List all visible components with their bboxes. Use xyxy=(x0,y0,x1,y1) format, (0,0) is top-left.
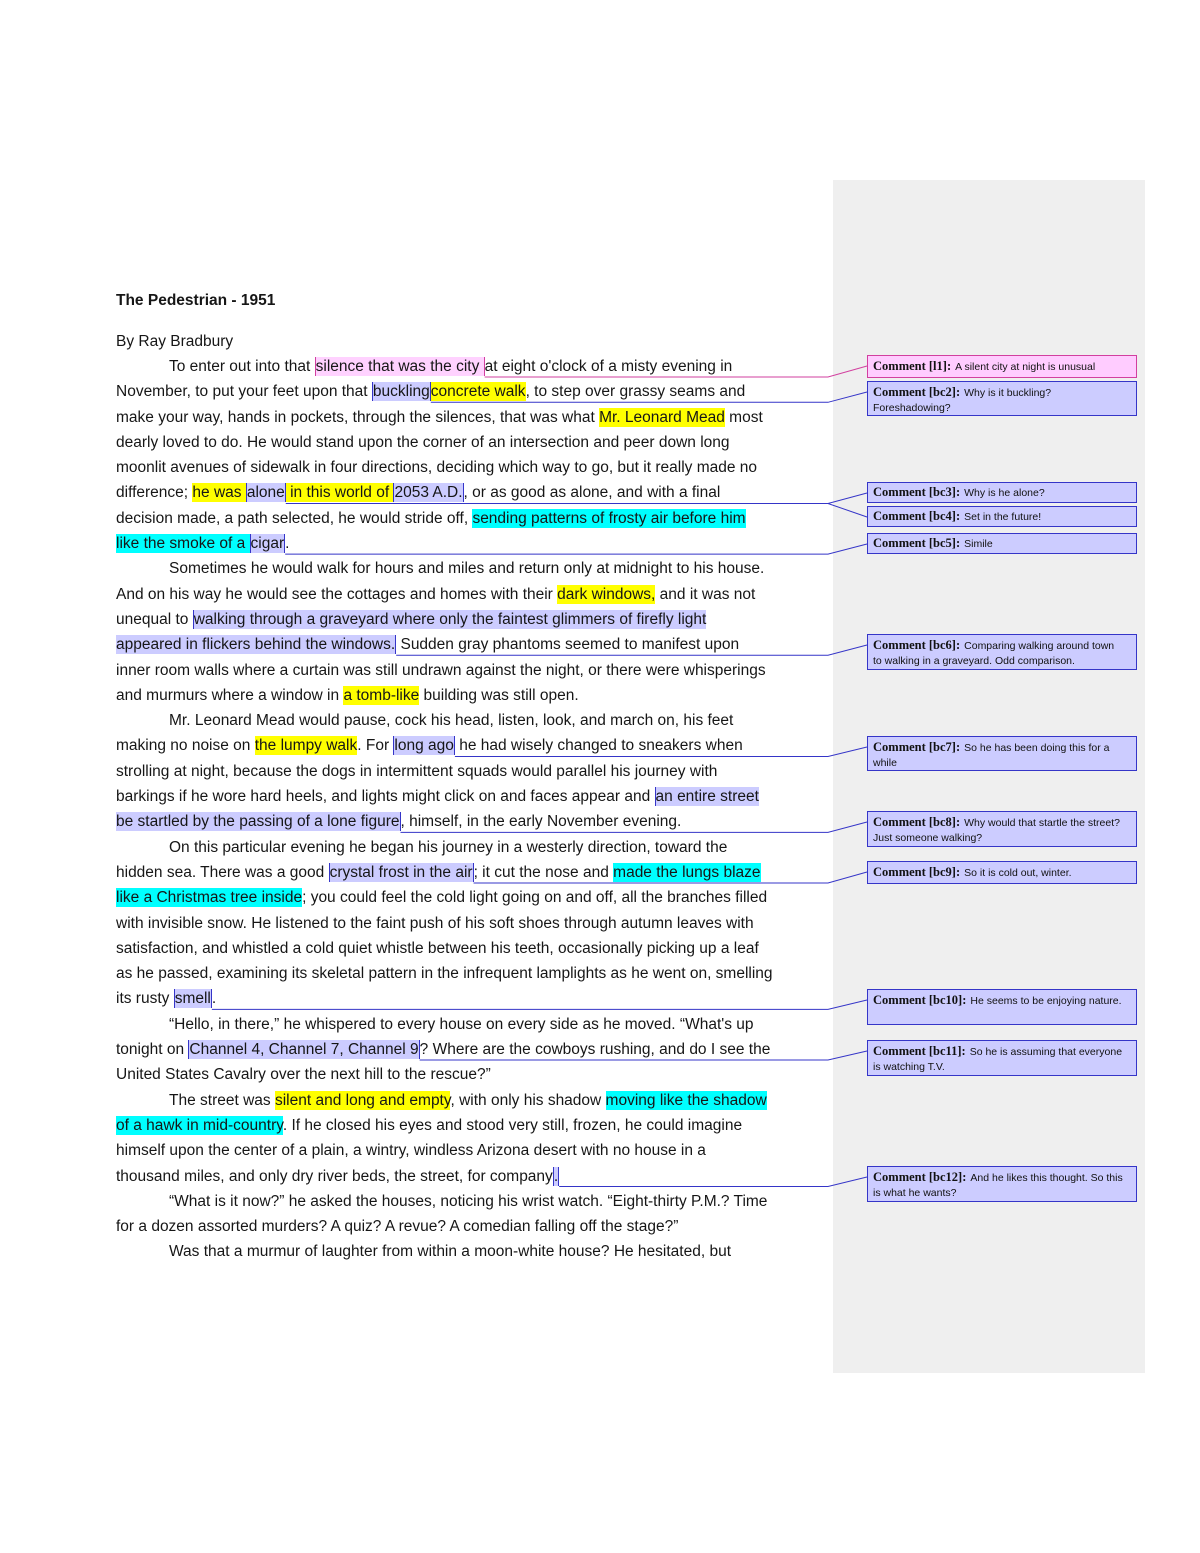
comment-label: Comment [bc4]: xyxy=(873,509,961,523)
text-line xyxy=(116,885,828,910)
document-title: The Pedestrian - 1951 xyxy=(116,292,276,309)
text-run: strolling at night, because the dogs in intermittent squads would parallel his journey with xyxy=(116,762,718,780)
highlight-cyan: like a Christmas tree inside xyxy=(116,889,303,907)
text-run: as he passed, examining its skeletal pattern in the infrequent lamplights as he went on, smelling xyxy=(116,965,773,983)
comment-anchor-bc7: long ago xyxy=(394,737,454,755)
comment-anchor-bc8: an entire street xyxy=(655,788,759,806)
story-text xyxy=(116,354,828,1265)
comment-balloon-bc12[interactable] xyxy=(867,1166,1137,1202)
text-run: November, to put your feet upon that xyxy=(116,383,372,401)
text-run: To enter out into that xyxy=(169,358,315,375)
comment-label: Comment [bc7]: xyxy=(873,740,961,754)
comment-text: So he is assuming that everyone is watching T.V. xyxy=(873,1046,1123,1073)
text-line xyxy=(116,1138,828,1163)
text-line xyxy=(116,531,828,556)
text-line xyxy=(116,556,828,581)
text-run: On this particular evening he began his journey in a westerly direction, toward the xyxy=(169,838,728,856)
text-run: most xyxy=(724,408,763,426)
text-run: “Hello, in there,” he whispered to every house on every side as he moved. “What's up xyxy=(169,1015,754,1033)
highlight-cyan: moving like the shadow xyxy=(605,1091,767,1109)
highlight-cyan: like the smoke of a xyxy=(116,535,250,553)
text-line xyxy=(116,455,828,480)
comment-text: He seems to be enjoying nature. xyxy=(970,995,1122,1007)
text-run: Sometimes he would walk for hours and miles and return only at midnight to his house. xyxy=(169,560,765,578)
highlight-yellow: the lumpy walk xyxy=(254,737,358,755)
comment-balloon-bc11[interactable] xyxy=(867,1040,1137,1076)
text-run: and it was not xyxy=(655,585,756,603)
comment-balloon-l1[interactable] xyxy=(867,355,1137,378)
highlight-yellow: dark windows, xyxy=(557,585,656,603)
comment-label: Comment [l1]: xyxy=(873,359,952,373)
text-run: thousand miles, and only dry river beds, the street, for company xyxy=(116,1167,553,1185)
text-run: tonight on xyxy=(116,1041,189,1059)
comment-label: Comment [bc12]: xyxy=(873,1170,967,1184)
comment-balloon-bc4[interactable] xyxy=(867,506,1137,527)
text-run: he had wisely changed to sneakers when xyxy=(454,737,743,755)
comment-text: So it is cold out, winter. xyxy=(964,867,1072,879)
text-line xyxy=(116,1037,828,1062)
comment-text: So he has been doing this for a while xyxy=(873,742,1110,769)
text-line xyxy=(116,759,828,784)
highlight-yellow: silent and long and empty xyxy=(274,1091,451,1109)
text-line xyxy=(116,354,828,379)
text-run: . xyxy=(211,990,217,1008)
text-line xyxy=(116,936,828,961)
highlight-cyan: made the lungs blaze xyxy=(613,863,761,881)
text-run: its rusty xyxy=(116,990,174,1008)
comment-anchor-bc10: smell xyxy=(174,990,211,1008)
text-run: making no noise on xyxy=(116,737,255,755)
text-run: hidden sea. There was a good xyxy=(116,863,329,881)
comment-anchor-bc8: be startled by the passing of a lone figure xyxy=(116,813,400,831)
comment-balloon-bc9[interactable] xyxy=(867,861,1137,884)
comment-text: And he likes this thought. So this is what he wants? xyxy=(873,1172,1123,1199)
text-run: Sudden gray phantoms seemed to manifest upon xyxy=(396,636,740,654)
text-run: difference; xyxy=(116,484,193,502)
text-line xyxy=(116,911,828,936)
text-run: inner room walls where a curtain was still undrawn against the night, or there were whisperings xyxy=(116,661,766,679)
text-run: satisfaction, and whistled a cold quiet whistle between his teeth, occasionally picking up a leaf xyxy=(116,939,759,957)
text-line xyxy=(116,658,828,683)
text-line xyxy=(116,607,828,632)
comment-anchor-bc12: . xyxy=(553,1167,559,1185)
text-line xyxy=(116,986,828,1011)
comment-text: Comparing walking around town to walking in a graveyard. Odd comparison. xyxy=(873,640,1115,667)
text-line xyxy=(116,809,828,834)
text-line xyxy=(116,632,828,657)
comment-balloon-bc10[interactable] xyxy=(867,989,1137,1025)
highlight-cyan: of a hawk in mid-country xyxy=(116,1116,283,1134)
text-run: barkings if he wore hard heels, and lights might click on and faces appear and xyxy=(116,788,655,806)
text-line xyxy=(116,961,828,986)
comment-label: Comment [bc8]: xyxy=(873,815,961,829)
text-run: with invisible snow. He listened to the faint push of his soft shoes through autumn leaves with xyxy=(116,914,754,932)
text-line xyxy=(116,1113,828,1138)
text-line xyxy=(116,379,828,404)
text-run: Mr. Leonard Mead would pause, cock his head, listen, look, and march on, his feet xyxy=(169,712,734,730)
text-run: moonlit avenues of sidewalk in four directions, deciding which way to go, but it really made no xyxy=(116,459,758,477)
comment-balloon-bc5[interactable] xyxy=(867,533,1137,554)
text-line xyxy=(116,1012,828,1037)
text-line xyxy=(116,1214,828,1239)
comment-balloon-bc2[interactable] xyxy=(867,381,1137,416)
comment-label: Comment [bc11]: xyxy=(873,1044,966,1058)
comment-text: Why is it buckling? Foreshadowing? xyxy=(873,387,1052,414)
comment-anchor-bc9: crystal frost in the air xyxy=(329,863,473,881)
comment-label: Comment [bc9]: xyxy=(873,865,961,879)
comment-anchor-bc11: Channel 4, Channel 7, Channel 9 xyxy=(189,1041,419,1059)
text-line xyxy=(116,708,828,733)
text-line xyxy=(116,1239,828,1264)
text-line xyxy=(116,430,828,455)
text-run: and murmurs where a window in xyxy=(116,686,344,704)
comment-anchor-l1: silence that was the city xyxy=(315,358,484,375)
text-run: “What is it now?” he asked the houses, noticing his wrist watch. “Eight-thirty P.M.? Time xyxy=(169,1192,768,1210)
highlight-yellow: a tomb-like xyxy=(343,686,420,704)
text-run: And on his way he would see the cottages and homes with their xyxy=(116,585,558,603)
comment-label: Comment [bc3]: xyxy=(873,485,961,499)
text-run: . xyxy=(285,535,290,553)
comment-balloon-bc7[interactable] xyxy=(867,736,1137,771)
text-run: The street was xyxy=(169,1091,275,1109)
text-run: unequal to xyxy=(116,610,193,628)
comment-anchor-bc5: cigar xyxy=(250,535,285,553)
text-run: , himself, in the early November evening. xyxy=(400,813,682,831)
text-line xyxy=(116,1189,828,1214)
comment-anchor-bc6: appeared in flickers behind the windows. xyxy=(116,636,396,654)
text-line xyxy=(116,480,828,505)
text-run: Was that a murmur of laughter from within a moon-white house? He hesitated, but xyxy=(169,1243,732,1261)
text-run: United States Cavalry over the next hill to the rescue?” xyxy=(116,1066,491,1084)
highlight-yellow: he was xyxy=(192,484,246,502)
text-line xyxy=(116,683,828,708)
highlight-yellow: concrete walk xyxy=(430,383,526,401)
text-line xyxy=(116,405,828,430)
comment-anchor-bc4: 2053 A.D. xyxy=(394,484,463,502)
comment-anchor-bc2: buckling xyxy=(372,383,430,401)
document-body xyxy=(116,0,828,1553)
text-line xyxy=(116,506,828,531)
comment-balloon-bc3[interactable] xyxy=(867,482,1137,503)
text-run: building was still open. xyxy=(419,686,579,704)
text-line xyxy=(116,733,828,758)
text-line xyxy=(116,1164,828,1189)
text-run: ? Where are the cowboys rushing, and do I see the xyxy=(419,1041,771,1059)
document-byline: By Ray Bradbury xyxy=(116,333,234,350)
comment-text: Set in the future! xyxy=(964,511,1042,523)
text-run: dearly loved to do. He would stand upon the corner of an intersection and peer down long xyxy=(116,433,730,451)
text-run: ; you could feel the cold light going on and off, all the branches filled xyxy=(302,889,768,907)
text-run: at eight o'clock of a misty evening in xyxy=(484,358,733,375)
text-run: himself upon the center of a plain, a wintry, windless Arizona desert with no house in a xyxy=(116,1142,706,1160)
highlight-yellow: Mr. Leonard Mead xyxy=(599,408,725,426)
comment-label: Comment [bc5]: xyxy=(873,536,961,550)
text-run: make your way, hands in pockets, through the silences, that was what xyxy=(116,408,600,426)
comment-balloon-bc8[interactable] xyxy=(867,811,1137,847)
text-run: , to step over grassy seams and xyxy=(525,383,746,401)
comment-anchor-bc3: alone xyxy=(246,484,285,502)
comment-balloon-bc6[interactable] xyxy=(867,634,1137,670)
comment-text: Why is he alone? xyxy=(964,487,1045,499)
text-run: ; it cut the nose and xyxy=(473,863,614,881)
text-run: . For xyxy=(357,737,394,755)
highlight-cyan: sending patterns of frosty air before him xyxy=(472,509,746,527)
text-run: . If he closed his eyes and stood very still, frozen, he could imagine xyxy=(282,1116,743,1134)
text-run: , with only his shadow xyxy=(450,1091,606,1109)
text-run: , or as good as alone, and with a final xyxy=(463,484,721,502)
text-line xyxy=(116,1088,828,1113)
text-line xyxy=(116,784,828,809)
comment-text: Simile xyxy=(964,538,993,550)
comment-text: Why would that startle the street? Just someone walking? xyxy=(873,817,1120,844)
text-run: for a dozen assorted murders? A quiz? A revue? A comedian falling off the stage?” xyxy=(116,1218,679,1236)
text-line xyxy=(116,1062,828,1087)
comment-label: Comment [bc2]: xyxy=(873,385,961,399)
text-line xyxy=(116,835,828,860)
text-line xyxy=(116,582,828,607)
highlight-yellow: in this world of xyxy=(285,484,394,502)
comment-anchor-bc6: walking through a graveyard where only the faintest glimmers of firefly light xyxy=(193,610,707,628)
comment-label: Comment [bc6]: xyxy=(873,638,961,652)
text-line xyxy=(116,860,828,885)
comment-text: A silent city at night is unusual xyxy=(955,361,1096,373)
comment-label: Comment [bc10]: xyxy=(873,993,967,1007)
text-run: decision made, a path selected, he would stride off, xyxy=(116,509,473,527)
